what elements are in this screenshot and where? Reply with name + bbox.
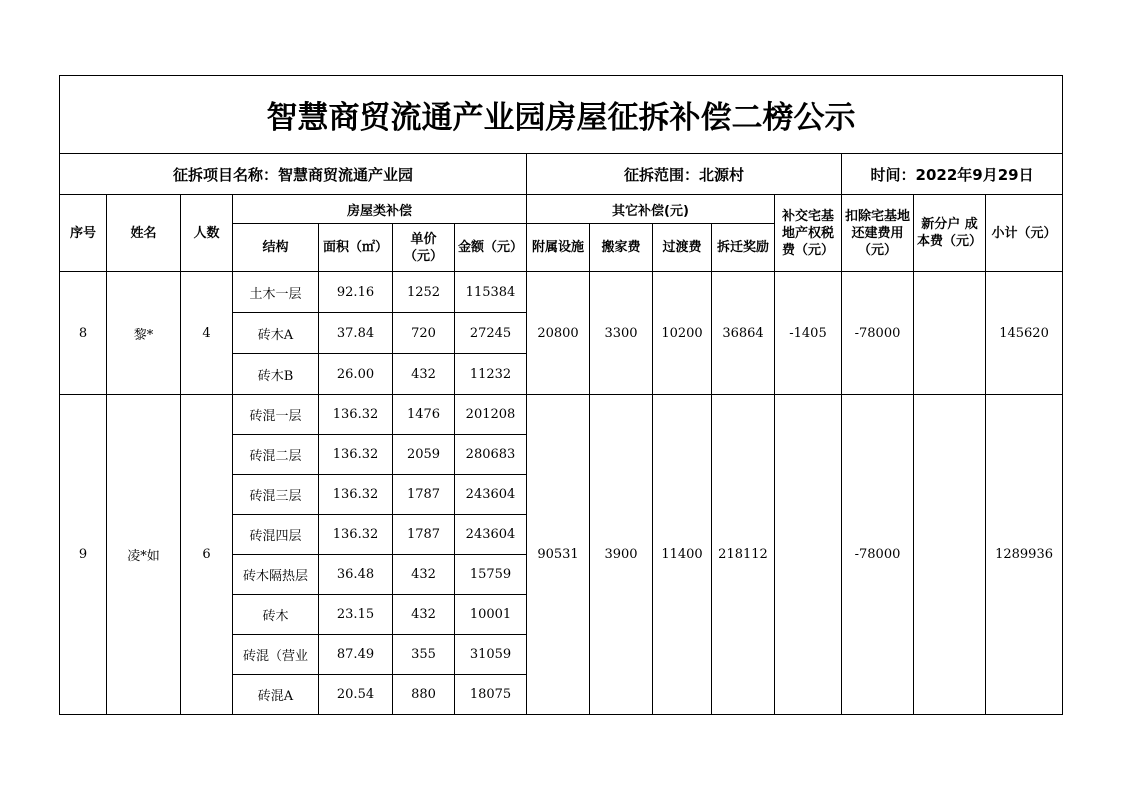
record-people: 6 (181, 395, 233, 715)
record-seq: 9 (60, 395, 107, 715)
item-area: 87.49 (319, 635, 393, 675)
item-structure: 砖混（营业 (233, 635, 319, 675)
record-name: 凌*如 (107, 395, 181, 715)
item-amount: 18075 (455, 675, 527, 715)
item-price: 432 (393, 354, 455, 395)
item-structure: 砖混二层 (233, 435, 319, 475)
item-amount: 31059 (455, 635, 527, 675)
item-area: 37.84 (319, 313, 393, 354)
item-structure: 砖混一层 (233, 395, 319, 435)
record-transition: 10200 (653, 272, 712, 395)
record-people: 4 (181, 272, 233, 395)
item-structure: 砖木 (233, 595, 319, 635)
record-attached: 90531 (527, 395, 590, 715)
record-reward: 218112 (712, 395, 775, 715)
item-amount: 243604 (455, 475, 527, 515)
record-moving: 3900 (590, 395, 653, 715)
item-structure: 砖混A (233, 675, 319, 715)
time-label: 时间：2022年9月29日 (842, 154, 1063, 195)
record-seq: 8 (60, 272, 107, 395)
item-area: 92.16 (319, 272, 393, 313)
item-price: 432 (393, 555, 455, 595)
item-structure: 土木一层 (233, 272, 319, 313)
record-attached: 20800 (527, 272, 590, 395)
record-new-household (914, 395, 986, 715)
record-reward: 36864 (712, 272, 775, 395)
item-area: 136.32 (319, 475, 393, 515)
item-price: 1252 (393, 272, 455, 313)
project-name: 征拆项目名称：智慧商贸流通产业园 (60, 154, 527, 195)
item-amount: 280683 (455, 435, 527, 475)
item-area: 136.32 (319, 395, 393, 435)
header-seq: 序号 (60, 195, 107, 272)
record-moving: 3300 (590, 272, 653, 395)
item-price: 2059 (393, 435, 455, 475)
record-deduct: -78000 (842, 272, 914, 395)
item-area: 20.54 (319, 675, 393, 715)
item-structure: 砖木B (233, 354, 319, 395)
item-amount: 115384 (455, 272, 527, 313)
item-price: 355 (393, 635, 455, 675)
header-people: 人数 (181, 195, 233, 272)
header-housing-group: 房屋类补偿 (233, 195, 527, 224)
item-price: 432 (393, 595, 455, 635)
item-area: 36.48 (319, 555, 393, 595)
item-amount: 10001 (455, 595, 527, 635)
item-area: 136.32 (319, 515, 393, 555)
table-row (60, 395, 1063, 435)
item-amount: 27245 (455, 313, 527, 354)
header-name: 姓名 (107, 195, 181, 272)
page-title: 智慧商贸流通产业园房屋征拆补偿二榜公示 (60, 76, 1063, 154)
item-area: 26.00 (319, 354, 393, 395)
item-price: 880 (393, 675, 455, 715)
item-price: 1476 (393, 395, 455, 435)
record-land-tax: -1405 (775, 272, 842, 395)
item-price: 1787 (393, 515, 455, 555)
item-structure: 砖混三层 (233, 475, 319, 515)
header-structure: 结构 (233, 224, 319, 272)
header-demolition-reward: 拆迁奖励 (712, 224, 775, 272)
item-structure: 砖木A (233, 313, 319, 354)
item-area: 136.32 (319, 435, 393, 475)
header-moving: 搬家费 (590, 224, 653, 272)
item-amount: 15759 (455, 555, 527, 595)
item-area: 23.15 (319, 595, 393, 635)
record-subtotal: 1289936 (986, 395, 1063, 715)
header-subtotal: 小计（元） (986, 195, 1063, 272)
record-land-tax (775, 395, 842, 715)
item-price: 1787 (393, 475, 455, 515)
record-subtotal: 145620 (986, 272, 1063, 395)
header-attached: 附属设施 (527, 224, 590, 272)
table-row (60, 272, 1063, 313)
record-new-household (914, 272, 986, 395)
scope-label: 征拆范围：北源村 (527, 154, 842, 195)
record-name: 黎* (107, 272, 181, 395)
header-new-household: 新分户 成本费（元） (914, 195, 986, 272)
header-unit-price: 单价（元） (393, 224, 455, 272)
record-transition: 11400 (653, 395, 712, 715)
item-amount: 201208 (455, 395, 527, 435)
header-amount: 金额（元） (455, 224, 527, 272)
item-price: 720 (393, 313, 455, 354)
header-other-group: 其它补偿(元) (527, 195, 775, 224)
item-amount: 243604 (455, 515, 527, 555)
header-area: 面积（㎡） (319, 224, 393, 272)
header-deduct-land: 扣除宅基地还建费用（元） (842, 195, 914, 272)
compensation-table (59, 75, 1063, 715)
item-structure: 砖混四层 (233, 515, 319, 555)
record-deduct: -78000 (842, 395, 914, 715)
item-structure: 砖木隔热层 (233, 555, 319, 595)
header-land-tax: 补交宅基地产权税费（元） (775, 195, 842, 272)
item-amount: 11232 (455, 354, 527, 395)
header-transition: 过渡费 (653, 224, 712, 272)
